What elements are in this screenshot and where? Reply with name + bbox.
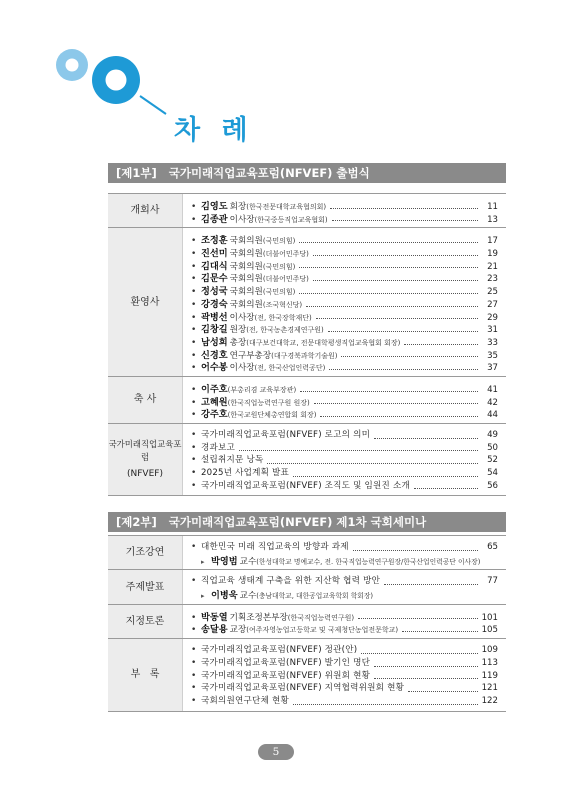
list-item[interactable]: • 국가미래직업교육포럼(NFVEF) 로고의 의미 49 xyxy=(191,430,498,440)
list-item[interactable]: • 강경숙 국회의원 (조국혁신당) 27 xyxy=(191,298,498,310)
row-topic xyxy=(108,570,506,604)
list-item[interactable]: • 어수봉 이사장 (전, 한국산업인력공단) 37 xyxy=(191,362,498,374)
speaker-line: ▸ 박영범 교수 (한성대학교 명예교수, 전. 한국직업능력연구원장/한국산업인력공단 이사장) xyxy=(201,555,481,567)
list-item[interactable]: • 경과보고 50 xyxy=(191,442,498,453)
list-item[interactable]: • 강주호 (한국교원단체총연합회 회장) 44 xyxy=(191,409,498,421)
part1-heading: 국가미래직업교육포럼(NFVEF) 출범식 xyxy=(168,166,370,180)
list-item[interactable]: • 대한민국 미래 직업교육의 방향과 과제 65 xyxy=(191,542,498,552)
part2-header xyxy=(108,512,506,532)
row-panel xyxy=(108,605,506,639)
list-item[interactable]: • 국가미래직업교육포럼(NFVEF) 지역협력위원회 현황 121 xyxy=(191,683,498,694)
list-item[interactable]: • 김창길 원장 (전, 한국농촌경제연구원) 31 xyxy=(191,324,498,336)
list-item[interactable]: • 이주호 (부총리겸 교육부장관) 41 xyxy=(191,383,498,395)
list-item[interactable]: • 송달용 교장 (여주자영농업고등학교 및 국제청단농업전문학교) 105 xyxy=(191,624,498,636)
row-label: 주제발표 xyxy=(108,570,183,603)
row-welcome xyxy=(108,228,506,377)
row-keynote xyxy=(108,536,506,570)
part2-tag: [제2부] xyxy=(116,515,157,529)
list-item[interactable]: • 김문수 국회의원 (더불어민주당) 23 xyxy=(191,273,498,285)
list-item[interactable]: • 조정훈 국회의원 (국민의힘) 17 xyxy=(191,235,498,247)
list-item[interactable]: • 고혜원 (한국직업능력연구원 원장) 42 xyxy=(191,396,498,408)
speaker-line: ▸ 이병욱 교수 (충남대학교, 대한공업교육학회 학회장) xyxy=(201,590,374,602)
row-label: 축 사 xyxy=(108,377,183,423)
row-label: 개회사 xyxy=(108,194,183,227)
list-item[interactable]: • 국회의원연구단체 현황 122 xyxy=(191,695,498,706)
list-item[interactable]: • 곽병선 이사장 (전, 한국장학재단) 29 xyxy=(191,311,498,323)
row-nfvef xyxy=(108,424,506,496)
list-item[interactable]: • 남성희 총장 (대구보건대학교, 전문대학평생직업교육협회 회장) 33 xyxy=(191,336,498,348)
list-item[interactable]: • 국가미래직업교육포럼(NFVEF) 위원회 현황 119 xyxy=(191,670,498,681)
connector-line xyxy=(140,96,166,114)
list-item[interactable]: • 2025년 사업계획 발표 54 xyxy=(191,468,498,479)
title-decoration xyxy=(0,0,569,160)
page-number: 5 xyxy=(258,744,294,760)
list-item[interactable]: • 김영도 회장 (한국전문대학교육협의회) 11 xyxy=(191,201,498,212)
row-congrats xyxy=(108,377,506,424)
list-item[interactable]: • 설립취지문 낭독 52 xyxy=(191,455,498,466)
row-opening xyxy=(108,194,506,228)
list-item[interactable]: • 국가미래직업교육포럼(NFVEF) 조직도 및 임원진 소개 56 xyxy=(191,480,498,491)
list-item[interactable]: • 김종관 이사장 (한국중등직업교육협회) 13 xyxy=(191,213,498,225)
list-item[interactable]: • 국가미래직업교육포럼(NFVEF) 발기인 명단 113 xyxy=(191,657,498,668)
row-label: 국가미래직업교육포럼 (NFVEF) xyxy=(108,424,183,495)
part1-header xyxy=(108,163,506,183)
row-label: 지정토론 xyxy=(108,605,183,638)
list-item[interactable]: • 국가미래직업교육포럼(NFVEF) 정관(안) 109 xyxy=(191,645,498,656)
list-item[interactable]: • 신경호 연구부총장 (대구경북과학기술원) 35 xyxy=(191,349,498,361)
part2-table xyxy=(108,535,506,712)
row-label: 부 록 xyxy=(108,639,183,710)
row-appendix xyxy=(108,639,506,711)
part1-table xyxy=(108,193,506,496)
list-item[interactable]: • 진선미 국회의원 (더불어민주당) 19 xyxy=(191,248,498,260)
page-title: 차 례 xyxy=(174,115,254,146)
list-item[interactable]: • 정성국 국회의원 (국민의힘) 25 xyxy=(191,286,498,298)
row-label: 기조강연 xyxy=(108,536,183,569)
list-item[interactable]: • 김대식 국회의원 (국민의힘) 21 xyxy=(191,260,498,272)
part2-heading: 국가미래직업교육포럼(NFVEF) 제1차 국회세미나 xyxy=(168,515,427,529)
list-item[interactable]: • 박동열 기획조정본부장 (한국직업능력연구원) 101 xyxy=(191,611,498,623)
row-label: 환영사 xyxy=(108,228,183,376)
list-item[interactable]: • 직업교육 생태계 구축을 위한 지산학 협력 방안 77 xyxy=(191,576,498,587)
part1-tag: [제1부] xyxy=(116,166,157,180)
